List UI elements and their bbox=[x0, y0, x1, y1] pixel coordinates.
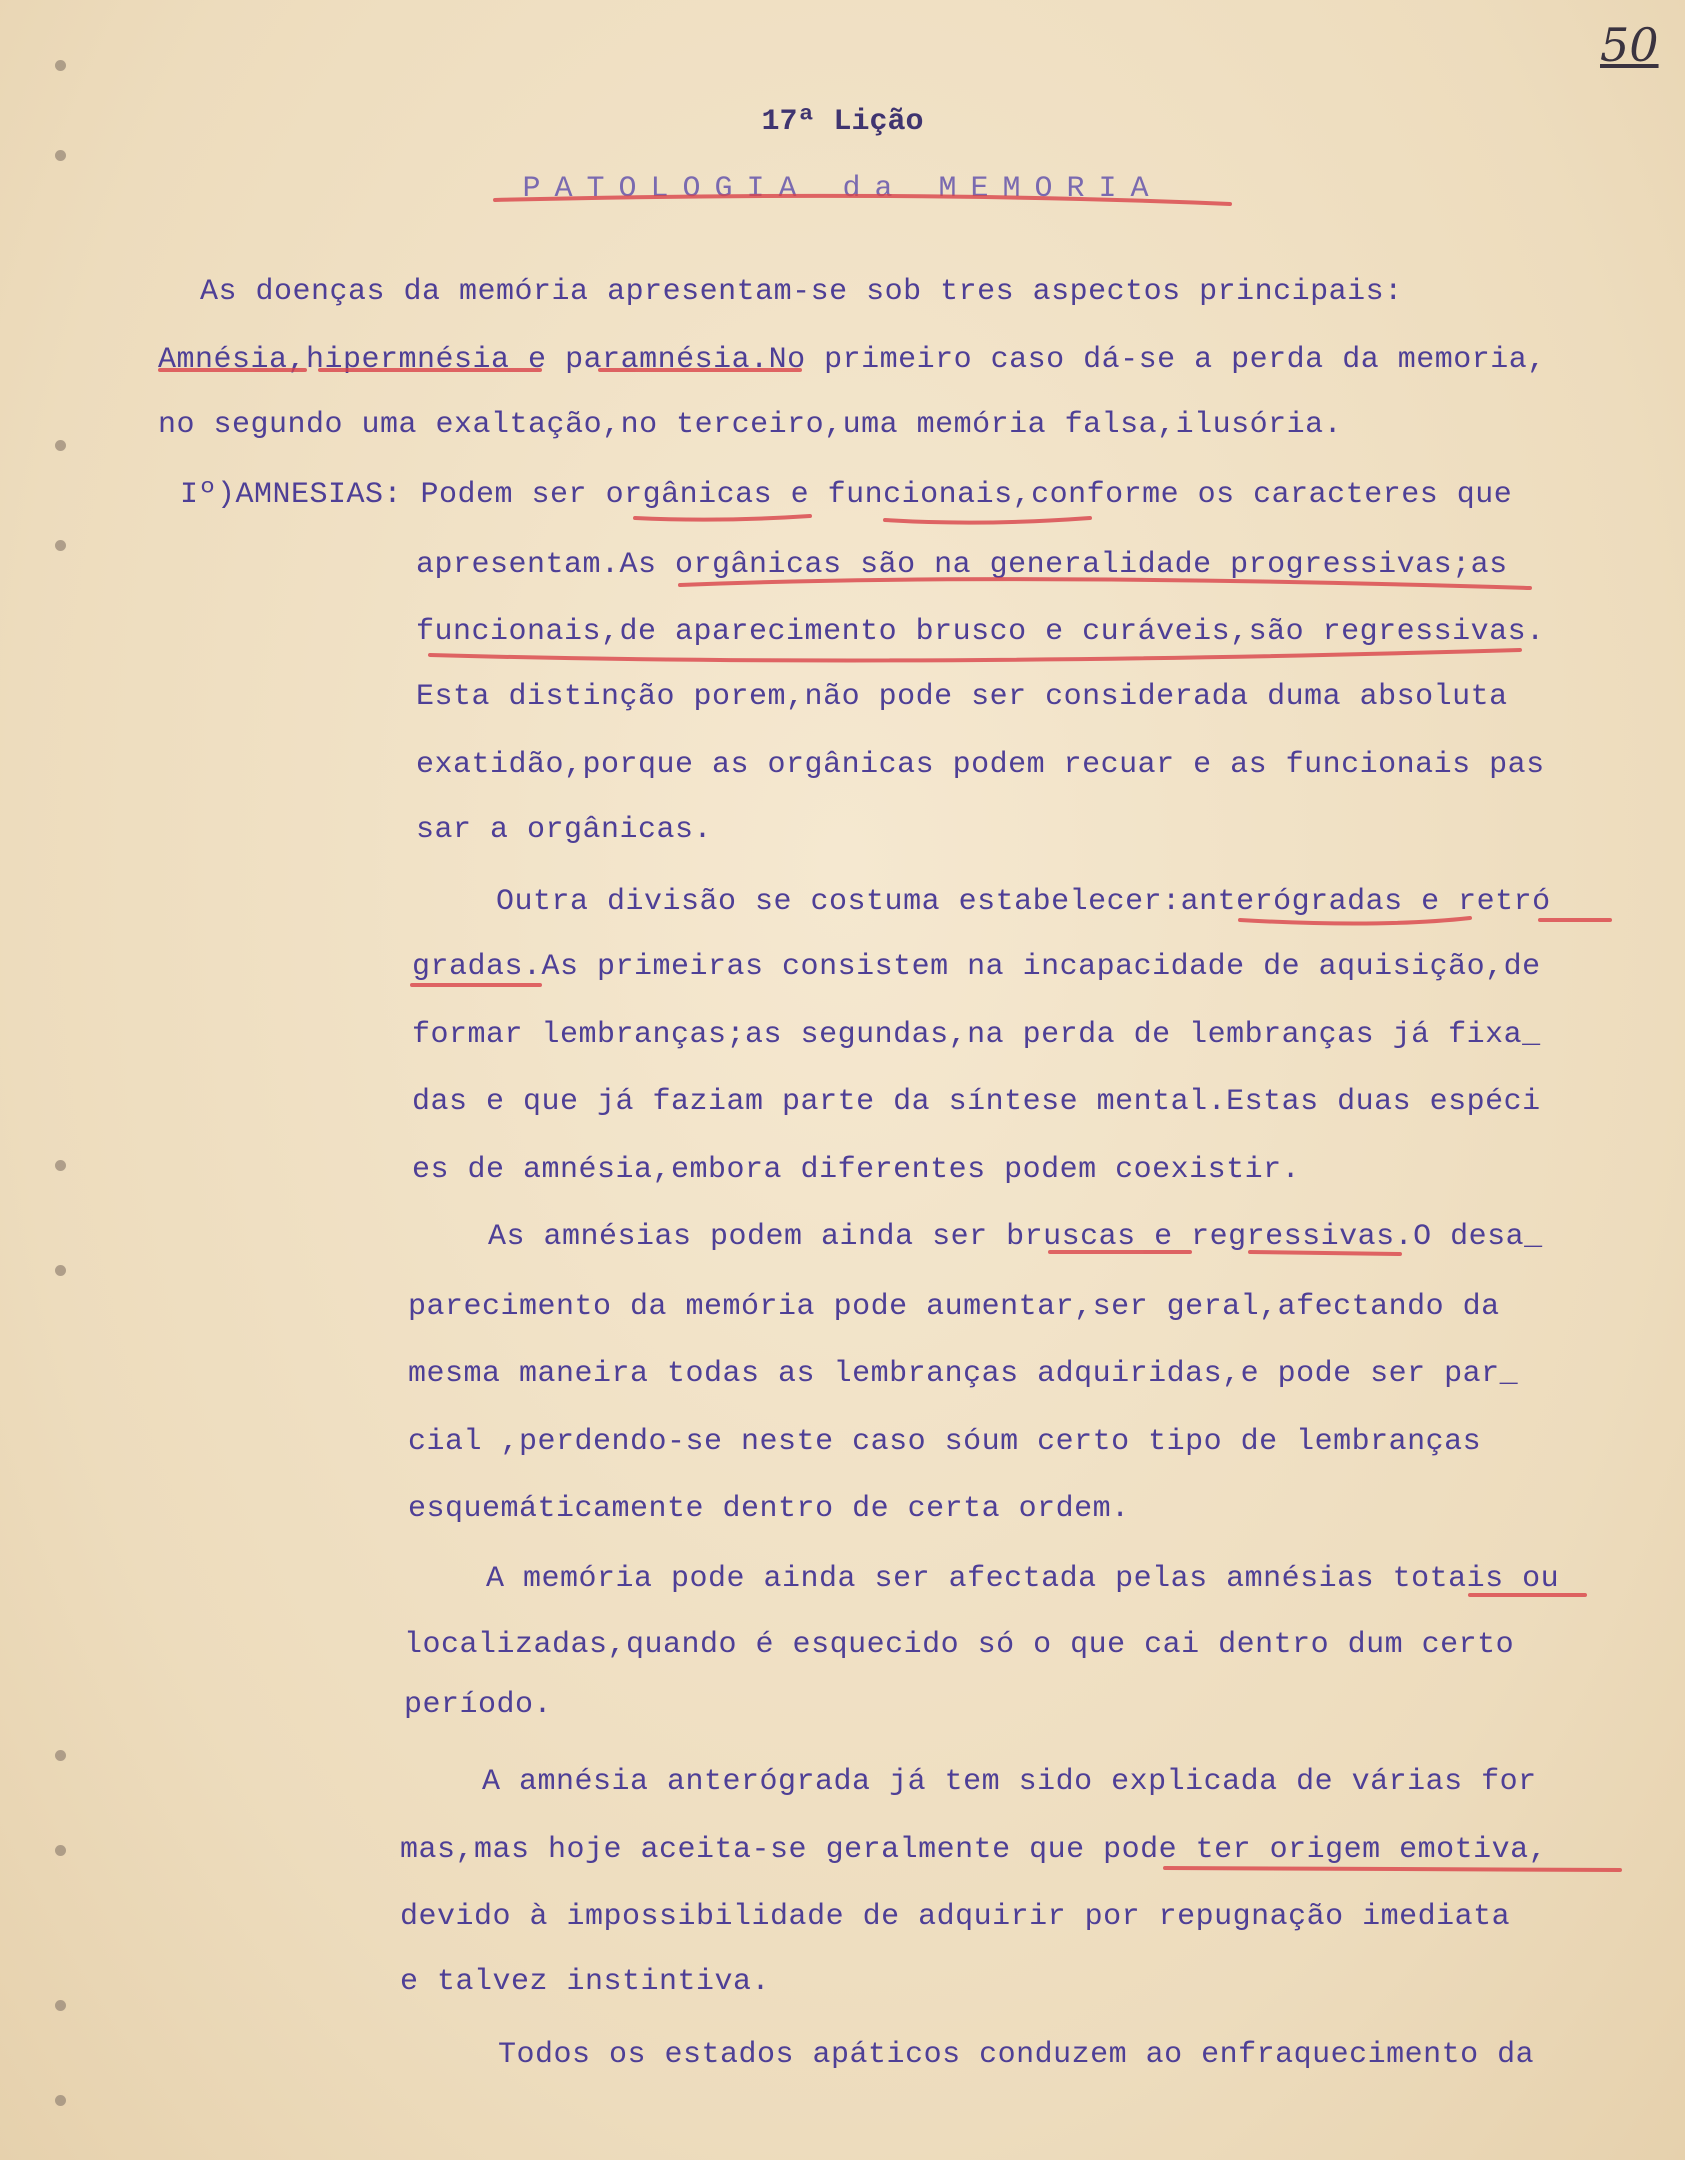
text-line: apresentam.As orgânicas são na generalidade progressivas;as bbox=[416, 548, 1508, 582]
text-line: Esta distinção porem,não pode ser considerada duma absoluta bbox=[416, 680, 1508, 714]
text-line: As doenças da memória apresentam-se sob tres aspectos principais: bbox=[200, 275, 1403, 309]
text-line: no segundo uma exaltação,no terceiro,uma memória falsa,ilusória. bbox=[158, 408, 1343, 442]
text-line: esquemáticamente dentro de certa ordem. bbox=[408, 1492, 1130, 1526]
text-line: das e que já faziam parte da síntese mental.Estas duas espéci bbox=[412, 1085, 1541, 1119]
text-line: A amnésia anterógrada já tem sido explicada de várias for bbox=[482, 1765, 1537, 1799]
text-line: mas,mas hoje aceita-se geralmente que pode ter origem emotiva, bbox=[400, 1833, 1548, 1867]
text-line: cial ,perdendo-se neste caso sóum certo tipo de lembranças bbox=[408, 1425, 1482, 1459]
text-line: Outra divisão se costuma estabelecer:anterógradas e retró bbox=[496, 885, 1551, 919]
text-line: localizadas,quando é esquecido só o que cai dentro dum certo bbox=[404, 1628, 1515, 1662]
text-line: Todos os estados apáticos conduzem ao enfraquecimento da bbox=[498, 2038, 1535, 2072]
lesson-title: 17ª Lição bbox=[761, 105, 924, 139]
lesson-subtitle: PATOLOGIA da MEMORIA bbox=[522, 172, 1163, 206]
text-line: devido à impossibilidade de adquirir por repugnação imediata bbox=[400, 1900, 1511, 1934]
text-line: parecimento da memória pode aumentar,ser geral,afectando da bbox=[408, 1290, 1500, 1324]
text-line: formar lembranças;as segundas,na perda de lembranças já fixa_ bbox=[412, 1018, 1541, 1052]
page-number: 50 bbox=[1600, 18, 1659, 72]
text-line: e talvez instintiva. bbox=[400, 1965, 771, 1999]
text-line: Iº)AMNESIAS: Podem ser orgânicas e funcionais,conforme os caracteres que bbox=[180, 478, 1513, 512]
text-line: es de amnésia,embora diferentes podem coexistir. bbox=[412, 1153, 1301, 1187]
text-line: funcionais,de aparecimento brusco e curáveis,são regressivas. bbox=[416, 615, 1545, 649]
text-line: As amnésias podem ainda ser bruscas e regressivas.O desa_ bbox=[488, 1220, 1543, 1254]
text-line: A memória pode ainda ser afectada pelas amnésias totais ou bbox=[486, 1562, 1560, 1596]
text-line: mesma maneira todas as lembranças adquiridas,e pode ser par_ bbox=[408, 1357, 1519, 1391]
text-line: sar a orgânicas. bbox=[416, 813, 713, 847]
text-line: período. bbox=[404, 1688, 553, 1722]
text-line: exatidão,porque as orgânicas podem recuar e as funcionais pas bbox=[416, 748, 1545, 782]
text-line: gradas.As primeiras consistem na incapacidade de aquisição,de bbox=[412, 950, 1541, 984]
text-line: Amnésia,hipermnésia e paramnésia.No primeiro caso dá-se a perda da memoria, bbox=[158, 343, 1546, 377]
